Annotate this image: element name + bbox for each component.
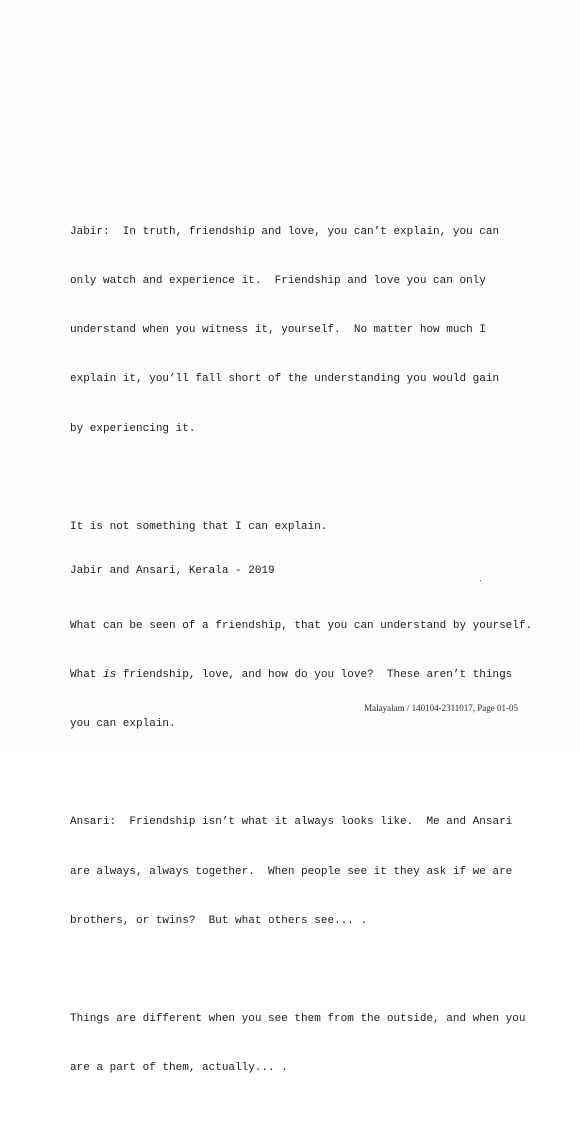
text-line: are always, always together. When people see it they ask if we are — [70, 865, 513, 878]
text-line: Things are different when you see them from the outside, and when you — [70, 1013, 526, 1026]
text-line: Jabir: In truth, friendship and love, you can’t explain, you can — [70, 225, 500, 238]
text-line — [70, 667, 550, 683]
paragraph-2 — [70, 486, 550, 568]
text-line: you can explain. — [70, 717, 176, 730]
paragraph-5 — [70, 978, 550, 1109]
credit-line: Jabir and Ansari, Kerala - 2019 — [70, 565, 275, 577]
text-line: brothers, or twins? But what others see... . — [70, 914, 368, 927]
text-line: Ansari: Friendship isn’t what it always looks like. Me and Ansari — [70, 816, 513, 829]
paragraph-1 — [70, 191, 550, 470]
emphasized-word: is — [103, 668, 117, 681]
text-line: by experiencing it. — [70, 422, 196, 435]
text-line: It is not something that I can explain. — [70, 521, 328, 534]
paper-speck — [480, 580, 481, 581]
text-segment: friendship, love, and how do you love? These aren’t things — [116, 668, 513, 681]
text-line: What can be seen of a friendship, that you can understand by yourself. — [70, 619, 533, 632]
text-segment: What — [70, 668, 104, 681]
page-reference: Malayalam / 140104-2311017, Page 01-05 — [364, 703, 518, 713]
text-line: only watch and experience it. Friendship and love you can only — [70, 275, 486, 288]
text-line: understand when you witness it, yourself. No matter how much I — [70, 324, 486, 337]
text-line: are a part of them, actually... . — [70, 1062, 288, 1075]
paragraph-4 — [70, 782, 550, 962]
interview-text — [70, 191, 550, 1126]
text-line: explain it, you’ll fall short of the understanding you would gain — [70, 373, 500, 386]
paragraph-3 — [70, 585, 550, 765]
